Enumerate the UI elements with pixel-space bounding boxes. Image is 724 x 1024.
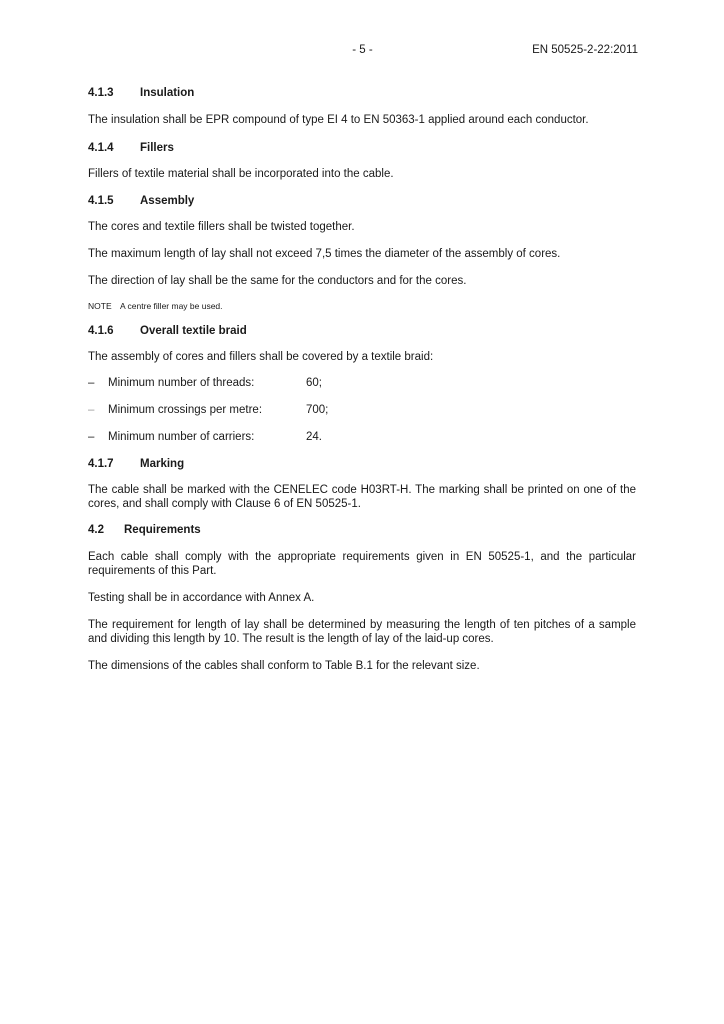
section-title: Marking (140, 458, 185, 470)
paragraph-assembly-2: The maximum length of lay shall not exceed 7,5 times the diameter of the assembly of cores. (88, 248, 561, 260)
list-item (88, 376, 636, 390)
paragraph-requirements-3: The requirement for length of lay shall be determined by measuring the length of ten pitches of a sample and dividing this length by 10. The result is the length of lay of the laid-up cores. (88, 619, 636, 645)
paragraph-assembly-1: The cores and textile fillers shall be twisted together. (88, 221, 355, 233)
section-heading-4-1-4 (88, 141, 636, 155)
page-content (88, 86, 636, 673)
section-heading-4-1-6 (88, 324, 636, 338)
list-item-value: 700; (306, 404, 329, 416)
section-number: 4.1.4 (88, 142, 114, 154)
note-label: NOTE (88, 301, 112, 311)
paragraph-requirements-2: Testing shall be in accordance with Annex A. (88, 592, 315, 604)
note (88, 300, 636, 312)
paragraph-requirements-1: Each cable shall comply with the appropriate requirements given in EN 50525-1, and the particular requirements of this Part. (88, 551, 636, 577)
section-number: 4.1.6 (88, 325, 114, 337)
document-reference: EN 50525-2-22:2011 (532, 44, 638, 56)
list-item-label: Minimum number of threads: (108, 377, 255, 389)
list-item-value: 60; (306, 377, 322, 389)
paragraph-insulation: The insulation shall be EPR compound of type EI 4 to EN 50363-1 applied around each conductor. (88, 114, 589, 126)
list-item (88, 430, 636, 444)
dash-bullet: – (88, 404, 95, 416)
paragraph-braid-intro: The assembly of cores and fillers shall be covered by a textile braid: (88, 351, 434, 363)
section-heading-4-1-5 (88, 194, 636, 208)
paragraph-fillers: Fillers of textile material shall be incorporated into the cable. (88, 168, 394, 180)
section-number: 4.1.5 (88, 195, 114, 207)
page-header (0, 44, 724, 60)
list-item-value: 24. (306, 431, 322, 443)
list-item (88, 403, 636, 417)
section-title: Requirements (124, 524, 201, 536)
section-number: 4.1.3 (88, 87, 114, 99)
dash-bullet: – (88, 377, 95, 389)
paragraph-assembly-3: The direction of lay shall be the same for the conductors and for the cores. (88, 275, 467, 287)
dash-bullet: – (88, 431, 95, 443)
section-heading-4-2 (88, 523, 636, 537)
section-number: 4.2 (88, 524, 104, 536)
section-number: 4.1.7 (88, 458, 114, 470)
list-item-label: Minimum number of carriers: (108, 431, 255, 443)
paragraph-marking: The cable shall be marked with the CENELEC code H03RT-H. The marking shall be printed on one of the cores, and shall comply with Clause 6 of EN 50525-1. (88, 484, 636, 510)
section-heading-4-1-7 (88, 457, 636, 471)
page-number: - 5 - (352, 44, 373, 56)
section-heading-4-1-3 (88, 86, 636, 100)
section-title: Assembly (140, 195, 195, 207)
section-title: Overall textile braid (140, 325, 247, 337)
section-title: Insulation (140, 87, 195, 99)
section-title: Fillers (140, 142, 174, 154)
paragraph-requirements-4: The dimensions of the cables shall conform to Table B.1 for the relevant size. (88, 660, 480, 672)
note-text: A centre filler may be used. (120, 301, 223, 311)
list-item-label: Minimum crossings per metre: (108, 404, 263, 416)
